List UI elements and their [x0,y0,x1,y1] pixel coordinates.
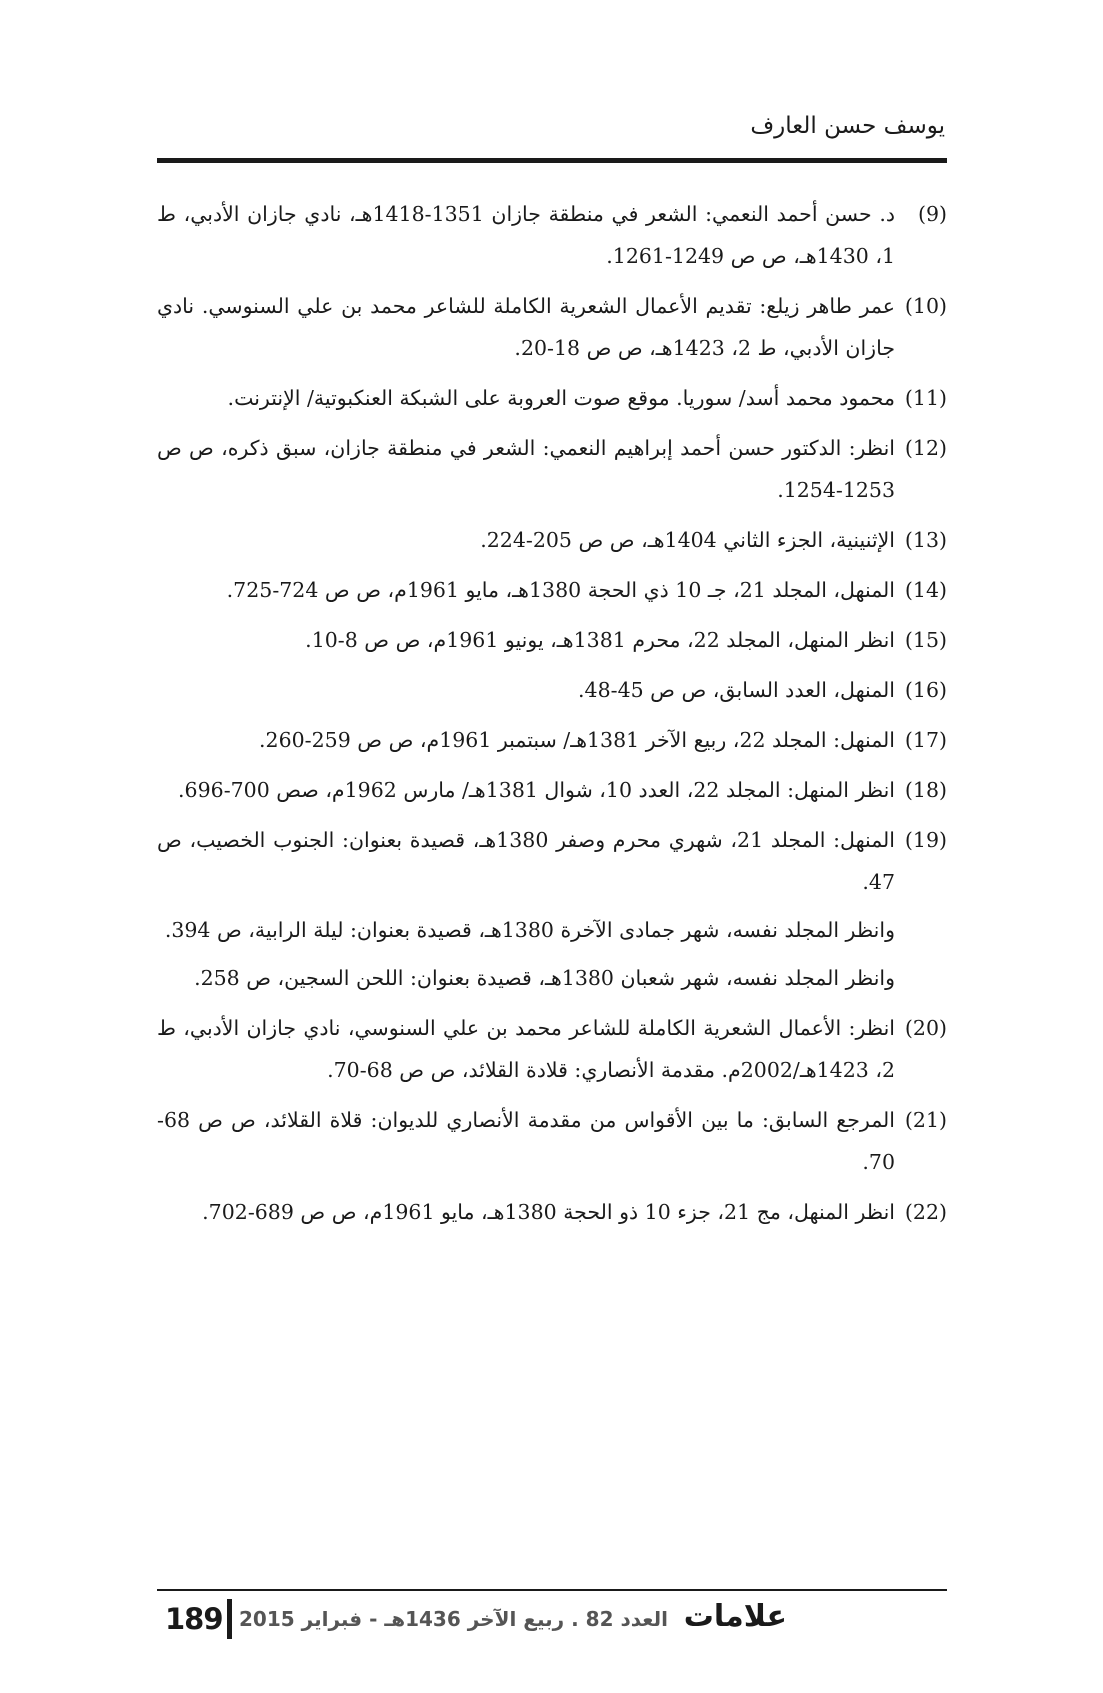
endnote-item [157,1099,947,1183]
endnote-item [157,427,947,511]
endnote-continuation: وانظر المجلد نفسه، شهر شعبان 1380هـ، قصيدة بعنوان: اللحن السجين، ص 258. [194,966,895,990]
endnote-number: (17) [904,728,947,752]
endnote-item [157,377,947,419]
endnote-item [157,285,947,369]
endnote-item [157,719,947,761]
endnote-number: (20) [904,1016,947,1040]
endnote-item [157,1007,947,1091]
endnote-number: (21) [904,1108,947,1132]
endnote-body [157,193,895,277]
journal-logo: علامات [683,1599,787,1634]
endnote-body [157,569,895,611]
endnote-body [157,1191,895,1233]
header-rule [157,158,947,163]
endnote-text: انظر المنهل: المجلد 22، العدد 10، شوال 1381هـ/ مارس 1962م، صص 700-696. [178,778,895,802]
endnote-text: د. حسن أحمد النعمي: الشعر في منطقة جازان 1351-1418هـ، نادي جازان الأدبي، ط 1، 1430هـ، ص ص 1249-1261. [157,202,895,268]
endnote-item [157,193,947,277]
running-head-author: يوسف حسن العارف [750,113,945,139]
endnote-item [157,1191,947,1233]
endnote-body [157,769,895,811]
endnote-text: انظر المنهل، مج 21، جزء 10 ذو الحجة 1380هـ، مايو 1961م، ص ص 689-702. [202,1200,895,1224]
endnote-body [157,285,895,369]
endnote-body [157,427,895,511]
endnote-continuation: وانظر المجلد نفسه، شهر جمادى الآخرة 1380هـ، قصيدة بعنوان: ليلة الرابية، ص 394. [164,918,895,942]
endnote-text: انظر: الأعمال الشعرية الكاملة للشاعر محمد بن علي السنوسي، نادي جازان الأدبي، ط 2، 1423هـ/2002م. مقدمة الأنصاري: قلادة القلائد، ص ص 68-70. [157,1016,895,1082]
endnote-number: (9) [917,202,947,226]
endnote-text: المنهل: المجلد 22، ربيع الآخر 1381هـ/ سبتمبر 1961م، ص ص 259-260. [259,728,895,752]
endnotes-list [157,193,947,1241]
endnote-number: (10) [904,294,947,318]
endnote-body [157,519,895,561]
page-header [157,108,947,163]
endnote-item [157,619,947,661]
endnote-item [157,769,947,811]
endnote-text: محمود محمد أسد/ سوريا. موقع صوت العروبة على الشبكة العنكبوتية/ الإنترنت. [227,386,895,410]
endnote-text: انظر المنهل، المجلد 22، محرم 1381هـ، يونيو 1961م، ص ص 8-10. [305,628,895,652]
endnote-item [157,669,947,711]
endnote-number: (22) [904,1200,947,1224]
endnote-body [157,719,895,761]
endnote-item [157,569,947,611]
endnote-body [157,619,895,661]
endnote-number: (14) [904,578,947,602]
issue-info: العدد 82 . ربيع الآخر 1436هـ - فبراير 2015 [239,1607,668,1631]
endnote-item [157,819,947,999]
endnote-text: المنهل، المجلد 21، جـ 10 ذي الحجة 1380هـ، مايو 1961م، ص ص 724-725. [226,578,895,602]
footer-rule [157,1589,947,1591]
endnote-body [157,669,895,711]
endnote-body [157,1007,895,1091]
endnote-text: المنهل، العدد السابق، ص ص 45-48. [578,678,895,702]
endnote-text: انظر: الدكتور حسن أحمد إبراهيم النعمي: الشعر في منطقة جازان، سبق ذكره، ص ص 1253-1254. [157,436,895,502]
endnote-number: (12) [904,436,947,460]
endnote-body [157,377,895,419]
endnote-text: المنهل: المجلد 21، شهري محرم وصفر 1380هـ، قصيدة بعنوان: الجنوب الخصيب، ص 47. [157,828,895,894]
endnote-number: (15) [904,628,947,652]
page-number: 189 [165,1602,223,1636]
endnote-text: عمر طاهر زيلع: تقديم الأعمال الشعرية الكاملة للشاعر محمد بن علي السنوسي. نادي جازان الأدبي، ط 2، 1423هـ، ص ص 18-20. [157,294,895,360]
endnote-text: المرجع السابق: ما بين الأقواس من مقدمة الأنصاري للديوان: قلاة القلائد، ص ص 68-70. [157,1108,895,1174]
endnote-number: (11) [904,386,947,410]
endnote-body [157,819,895,999]
endnote-number: (18) [904,778,947,802]
page-footer [157,1589,947,1641]
endnote-number: (13) [904,528,947,552]
endnote-body [157,1099,895,1183]
endnote-text: الإثنينية، الجزء الثاني 1404هـ، ص ص 205-224. [480,528,895,552]
endnote-item [157,519,947,561]
footer-divider [227,1599,232,1639]
endnote-number: (19) [904,828,947,852]
endnote-number: (16) [904,678,947,702]
